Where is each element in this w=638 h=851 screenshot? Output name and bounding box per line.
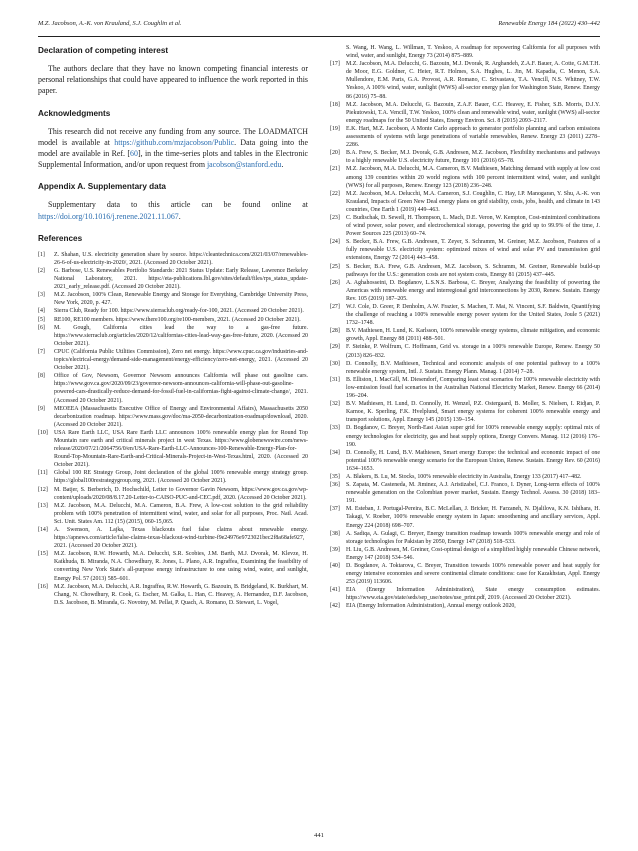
header-journal: Renewable Energy 184 (2022) 430–442 [498, 20, 600, 27]
reference-item [330, 44, 600, 60]
reference-number: [2] [38, 268, 45, 275]
appendix-text-1: Supplementary data to this article can be found online at [48, 200, 308, 210]
running-header [38, 20, 600, 27]
reference-number: [14] [38, 527, 48, 534]
reference-text: S. Wang, H. Wang, L. Willman, T. Yeskoo, A roadmap for repowering California for all purposes with wind, water, and sunlight, Energy 73 (2014) 875–889. [346, 45, 600, 60]
reference-text: E.K. Hart, M.Z. Jacobson, A Monte Carlo approach to generator portfolio planning and carbon emissions assessments of systems with large penetrations of variable renewables, Renew. Energy 23 (2011) 2278–2286. [346, 125, 600, 149]
reference-item [38, 251, 308, 267]
reference-text: H. Liu, G.B. Andresen, M. Greiner, Cost-optimal design of a simplified highly renewable Chinese network, Energy 147 (2018) 534–546. [346, 546, 600, 561]
reference-item [330, 343, 600, 359]
reference-number: [33] [330, 425, 340, 432]
reference-number: [23] [330, 214, 340, 221]
competing-interest-text: The authors declare that they have no known competing financial interests or personal relationships that could have appeared to influence the work reported in this paper. [38, 64, 308, 96]
reference-number: [19] [330, 125, 340, 132]
reference-number: [17] [330, 61, 340, 68]
reference-item [38, 324, 308, 348]
reference-number: [18] [330, 101, 340, 108]
reference-number: [37] [330, 506, 340, 513]
reference-text: D. Connolly, B.V. Mathiesen, Technical and economic analysis of one potential pathway to a 100% renewable energy system, Intl. J. Sustain. Energy Plann. Manag. 1 (2014) 7–28. [346, 360, 600, 375]
doi-link[interactable]: https://doi.org/10.1016/j.renene.2021.11.067 [38, 211, 179, 221]
reference-text: D. Bogdanov, A. Toktarova, C. Breyer, Transition towards 100% renewable power and heat supply for energy intensive economies and severe continental climate conditions: case for Kazakhstan, Appl. Energy 253 (2019) 113606. [346, 563, 600, 586]
header-authors: M.Z. Jacobson, A.-K. von Krauland, S.J. Coughlin et al. [38, 20, 182, 27]
reference-item [38, 405, 308, 429]
references-list-right [330, 44, 600, 611]
reference-number: [39] [330, 546, 340, 553]
reference-item [330, 214, 600, 238]
reference-item [330, 101, 600, 125]
reference-text: M.Z. Jacobson, M.A. Delucchi, M.A. Cameron, B.V. Mathiesen, Matching demand with supply at low cost among 139 countries within 20 world regions with 100 percent intermittent wind, water, and sunlight (WWS) for all purposes, Renew. Energy 123 (2018) 236–248. [346, 166, 600, 189]
reference-item [330, 586, 600, 602]
reference-item [38, 291, 308, 307]
left-column [38, 46, 308, 607]
reference-item [330, 505, 600, 529]
reference-item [38, 469, 308, 485]
reference-number [330, 44, 346, 60]
reference-number: [29] [330, 344, 340, 351]
reference-item [38, 307, 308, 315]
acknowledgments-heading: Acknowledgments [38, 108, 111, 118]
references-heading: References [38, 233, 83, 243]
reference-text: B.V. Mathiesen, H. Lund, K. Karlsson, 100% renewable energy systems, climate mitigation, and economic growth, Appl. Energy 88 (2011) 488–501. [346, 328, 600, 343]
reference-number: [34] [330, 449, 340, 456]
appendix-text [38, 199, 308, 221]
reference-item [38, 429, 308, 469]
reference-item [38, 583, 308, 607]
reference-text: B. Elliston, I. MacGill, M. Diesendorf, Comparing least cost scenarios for 100% renewable electricity with low-emission fossil fuel scenarios in the Australian National Electricity Market, Renew. Energy 66 (2014) 196–204. [346, 376, 600, 400]
email-link[interactable]: jacobson@stanford.edu [206, 160, 282, 170]
reference-number: [31] [330, 376, 340, 383]
reference-item [330, 238, 600, 262]
reference-item [330, 473, 600, 481]
reference-number: [35] [330, 473, 340, 480]
reference-item [330, 279, 600, 303]
reference-item [330, 400, 600, 424]
reference-item [330, 424, 600, 448]
reference-text: S. Becker, B.A. Frew, G.B. Andresen, M.Z. Jacobson, S. Schramm, M. Greiner, Renewable build-up pathways for the U.S.: generation costs are not system costs, Energy 81 (2015) 437–445. [346, 263, 600, 278]
reference-item [38, 550, 308, 582]
reference-item [330, 263, 600, 279]
reference-text: MEOEEA (Massachusetts Executive Office of Energy and Environmental Affairs), Massachusetts 2050 decarbonization roadmap. https://www.mass.gov/doc/ma-2050-decarbonization-roadmap/download, 2020. (Accessed 20 October 2021). [54, 405, 308, 428]
reference-item [330, 60, 600, 100]
reference-text: M.Z. Jacobson, 100% Clean, Renewable Energy and Storage for Everything, Cambridge University Press, New York, 2020, p. 427. [54, 292, 308, 307]
reference-item [38, 348, 308, 372]
competing-interest-heading: Declaration of competing interest [38, 46, 169, 55]
reference-item [330, 360, 600, 376]
reference-text: M.Z. Jacobson, R.W. Howarth, M.A. Delucchi, S.R. Scobies, J.M. Barth, M.J. Dvorak, M. Klevze, H. Katkhuda, B. Miranda, N.A. Chowdhury, R. Jones, L. Plano, A.R. Ingraffea, Examining the feasibility of converting New York State's all-purpose energy infrastructure to one using wind, water, and sunlight, Energy Pol. 57 (2013) 585–601. [54, 551, 308, 582]
reference-text: M.Z. Jacobson, M.A. Delucchi, G. Bazouin, M.J. Dvorak, R. Arghandeh, Z.A.F. Bauer, A. Cotte, G.M.T.H. de Moor, E.G. Goldner, C. Heier, R.T. Holmes, S.A. Hughes, L. Jin, M. Kapadia, C. Menon, S.A. Mullendore, E.M. Paris, G.A. Provost, A.R. Romano, C. Srivastava, T.A. Vencill, N.S. Whitney, T.W. Yeskoo, A 100% wind, water, sunlight (WWS) all-sector energy plan for Washington State, Renew. Energy 86 (2016) 75–88. [346, 61, 600, 100]
reference-text: W.J. Cole, D. Greer, P. Denholm, A.W. Frazier, S. Machen, T. Mai, N. Vincent, S.F. Baldwin, Quantifying the challenge of reaching a 100% renewable energy power system for the United States, Joule 5 (2021) 1732–1748. [346, 304, 600, 327]
reference-text: M.Z. Jacobson, M.A. Delucchi, G. Bazouin, Z.A.F. Bauer, C.C. Heavey, E. Fisher, S.B. Morris, D.J.Y. Piekutowski, T.A. Vencill, T.W. Yeskoo, 100% clean and renewable wind, water, sunlight (WWS) all-sector energy roadmaps for the 50 United States, Energy Environ. Sci. 8 (2015) 2093–2117. [346, 101, 600, 124]
reference-number: [41] [330, 587, 340, 594]
reference-text: A. Swenson, A. Lajka, Texas blackouts fuel false claims about renewable energy. https://apnews.com/article/false-claims-texas-blackout-wind-turbine-f9e24976e9723021bec2f8a68afe927, 2021. (Accessed 20 October 2021). [54, 527, 308, 550]
reference-text: M. Batjer, S. Berberich, D. Hochschild, Letter to Governor Gavin Newsom, https://www.gov.ca.gov/wp-content/uploads/2020/08/8.17.20-Letter-to-CAISO-PUC-and-CEC.pdf, 2020. (Accessed 20 October 2021). [54, 486, 308, 501]
reference-number: [36] [330, 482, 340, 489]
reference-number: [30] [330, 360, 340, 367]
reference-text: F. Steinke, P. Wolfrum, C. Hoffmann, Grid vs. storage in a 100% renewable Europe, Renew. Energy 50 (2013) 826–832. [346, 344, 600, 359]
reference-text: B.V. Mathiesen, H. Lund, D. Connolly, H. Wenzel, P.Z. Ostergaard, B. Moller, S. Nielsen, I. Ridjan, P. Karnoe, K. Sperling, F.K. Hvelplund, Smart energy systems for coherent 100% renewable energy and transport solutions, Appl. Energy 145 (2015) 139–154. [346, 401, 600, 424]
reference-item [330, 602, 600, 610]
reference-text: Z. Shahan, U.S. electricity generation share by source. https://cleantechnica.com/2021/03/07/renewables-26-6-of-us-electricity-in-2020/, 2021. (Accessed 20 October 2021). [54, 251, 308, 266]
reference-item [330, 149, 600, 165]
reference-number: [9] [38, 405, 45, 412]
right-column [330, 44, 600, 611]
reference-item [330, 165, 600, 189]
appendix-heading: Appendix A. Supplementary data [38, 182, 166, 192]
reference-text: Office of Gov, Newsom, Governor Newsom announces California will phase out gasoline cars. https://www.gov.ca.gov/2020/09/23/governor-newsom-announces-california-will-phase-out-gasoline-powered-cars-drastically-reduce-demand-for-fossil-fuel-in-californias-fight-against-climate-change/, 2021. (Accessed 20 October 2021). [54, 373, 308, 404]
reference-number: [15] [38, 551, 48, 558]
reference-number: [26] [330, 279, 340, 286]
reference-number: [42] [330, 603, 340, 610]
reference-number: [32] [330, 401, 340, 408]
reference-text: D. Connolly, H. Lund, B.V. Mathiesen, Smart energy Europe: the technical and economic impact of one potential 100% renewable energy scenario for the European Union, Renew. Sustain. Energy Rev. 60 (2016) 1634–1653. [346, 449, 600, 472]
reference-number: [12] [38, 486, 48, 493]
ack-text-3: ], in the time-series plots and tables in the Electronic Supplemental Information, and/or upon request from [38, 149, 309, 170]
reference-item [330, 376, 600, 400]
reference-item [38, 526, 308, 550]
ack-text-2: . Data going into the model are available in Ref. [ [38, 137, 308, 159]
reference-item [330, 327, 600, 343]
reference-number: [27] [330, 304, 340, 310]
reference-number: [21] [330, 166, 340, 173]
github-link[interactable]: https://github.com/mzjacobson/Public [114, 137, 235, 147]
reference-number: [8] [38, 373, 45, 380]
appendix-text-2: . [178, 211, 181, 221]
reference-text: A. Blakers, B. Lu, M. Stocks, 100% renewable electricity in Australia, Energy 133 (2017) 417–482. [346, 473, 582, 480]
reference-item [38, 267, 308, 291]
reference-item [330, 481, 600, 505]
reference-number: [25] [330, 263, 340, 270]
reference-number: [38] [330, 530, 340, 537]
reference-text: USA Rare Earth LLC, USA Rare Earth LLC announces 100% renewable energy plan for Round Top Mountain rare earth and critical minerals project in west Texas. https://www.globenewswire.com/news-release/2020/07/21/2064756/0/en/USA-Rare-Earth-LLC-Announces-100-Renewable-Energy-Plan-for-Round-Top-Mountain-Rare-Earth-and-Critical-Minerals-Project-in-West-Texas.html, 2020. (Accessed 20 October 2021). [54, 429, 308, 469]
reference-number: [28] [330, 328, 340, 335]
reference-text: M. Gough, California cities lead the way to a gas-free future. https://www.sierraclub.org/articles/2020/12/californias-cities-lead-way-gas-free-future, 2020. (Accessed 20 October 2021). [54, 324, 308, 347]
reference-text: M.Z. Jacobson, M.A. Delucchi, M.A. Cameron, B.A. Frew, A low-cost solution to the grid reliability problem with 100% penetration of intermittent wind, water, and solar for all purposes, Proc. Natl. Acad. Sci. Unit. States Am. 112 (15) (2015), 060-15,065. [54, 502, 308, 525]
reference-text: D. Bogdanov, C. Breyer, North-East Asian super grid for 100% renewable energy supply: optimal mix of energy technologies for electricity, gas and heat supply options, Energy Convers. Manag. 112 (2016) 176–190. [346, 425, 600, 448]
reference-text: CPUC (California Public Utilities Commission), Zero net energy. https://www.cpuc.ca.gov/industries-and-topics/electrical-energy/demand-side-management/energy-efficiency/zero-net-energy, 2021. (Accessed 20 October 2021). [54, 348, 308, 372]
reference-number: [20] [330, 150, 340, 157]
reference-item [38, 372, 308, 404]
reference-item [330, 125, 600, 149]
reference-number: [24] [330, 239, 340, 246]
reference-number: [7] [38, 348, 45, 355]
reference-text: M.Z. Jacobson, M.A. Delucchi, A.R. Ingraffea, R.W. Howarth, G. Bazouin, B. Bridgeland, K. Burkhart, M. Chang, N. Chowdhury, R. Cook, G. Escher, M. Galka, L. Han, C. Heavey, A. Hernandez, D.F. Jacobson, D.S. Jacobson, B. Miranda, G. Novotny, M. Pellat, P. Quach, A. Romano, D. Stewart, L. Vogel, [54, 583, 308, 606]
reference-number: [1] [38, 251, 45, 258]
reference-text: EIA (Energy Information Administration), Annual energy outlook 2020, [346, 603, 516, 610]
reference-number: [5] [38, 316, 45, 323]
reference-item [38, 502, 308, 526]
reference-text: EIA (Energy Information Administration), State energy consumption estimates. https://www.eia.gov/state/seds/sep_use/notes/use_print.pdf, 2019. (Accessed 20 October 2021). [346, 587, 600, 602]
reference-number: [16] [38, 583, 48, 590]
reference-number: [6] [38, 324, 45, 331]
ack-text-4: . [281, 160, 284, 170]
reference-text: S. Becker, B.A. Frew, G.B. Andresen, T. Zeyer, S. Schramm, M. Greiner, M.Z. Jacobson, Features of a fully renewable U.S. electricity system: optimized mixes of wind and solar PV and transmission grid extensions, Energy 72 (2014) 443–458. [346, 239, 600, 262]
reference-number: [3] [38, 292, 45, 299]
reference-number: [11] [38, 470, 48, 477]
reference-number: [40] [330, 563, 340, 569]
ref-60-link[interactable]: 60 [130, 149, 138, 159]
reference-item [38, 486, 308, 502]
references-list-left [38, 251, 308, 607]
reference-text: Global 100 RE Strategy Group, Joint declaration of the global 100% renewable energy strategy group. https://global100restrategygroup.org, 2021. (Accessed 20 October 2021). [54, 470, 308, 485]
reference-item [330, 303, 600, 327]
page-number: 441 [314, 832, 324, 839]
reference-text: RE100, RE100 members. https://www.there100.org/re100-members, 2021. (Accessed 20 October 2021). [54, 316, 301, 323]
reference-number: [13] [38, 502, 48, 509]
reference-number: [4] [38, 308, 45, 315]
reference-item [38, 316, 308, 324]
header-rule [38, 36, 600, 37]
acknowledgments-text [38, 126, 308, 171]
reference-number: [10] [38, 429, 48, 436]
reference-text: A. Sadiqa, A. Gulagi, C. Breyer, Energy transition roadmap towards 100% renewable energy and role of storage technologies for Pakistan by 2050, Energy 147 (2018) 518–533. [346, 530, 600, 545]
reference-text: Sierra Club, Ready for 100. https://www.sierraclub.org/ready-for-100, 2021. (Accessed 20 October 2021). [54, 308, 304, 315]
reference-number: [22] [330, 190, 340, 197]
reference-item [330, 562, 600, 586]
reference-item [330, 190, 600, 214]
reference-text: A. Aghahosseini, D. Bogdanov, L.S.N.S. Barbosa, C. Breyer, Analyzing the feasibility of powering the Americas with renewable energy and interregional grid interconnections by 2030, Renew. Sustain. Energy Rev. 105 (2019) 187–205. [346, 279, 600, 302]
reference-text: C. Budischak, D. Sewell, H. Thompson, L. Mach, D.E. Veron, W. Kempton, Cost-minimized combinations of wind power, solar power, and electrochemical storage, powering the grid up to 99.9% of the time, J. Power Sources 225 (2013) 60–74. [346, 214, 600, 238]
reference-text: G. Barbose, U.S. Renewables Portfolio Standards: 2021 Status Update: Early Release, Lawrence Berkeley National Laboratory, 2021. https://eta-publications.lbl.gov/sites/default/files/rps_status_update-2021_early_release.pdf. (Accessed 20 October 2021). [54, 268, 308, 291]
reference-text: M.Z. Jacobson, M.A. Delucchi, M.A. Cameron, S.J. Coughlin, C. Hay, I.P. Manogaran, Y. Shu, A.-K. von Krauland, Impacts of Green New Deal energy plans on grid stability, costs, jobs, health, and climate in 143 countries, One Earth 1 (2019) 449–463. [346, 190, 600, 213]
reference-text: B.A. Frew, S. Becker, M.J. Dvorak, G.B. Andresen, M.Z. Jacobson, Flexibility mechanisms and pathways to a highly renewable U.S. electricity future, Energy 101 (2016) 65–78. [346, 150, 600, 165]
reference-item [330, 449, 600, 473]
ack-text-1: This research did not receive any funding from any source. The LOADMATCH model is available at [38, 126, 308, 147]
reference-text: S. Zapata, M. Casteneda, M. Jiminez, A.J. Aristizabel, C.J. Franco, I. Dyner, Long-term effects of 100% renewable generation on the Colombian power market, Sustain. Energy Technol. Assess. 30 (2018) 183–191. [346, 482, 600, 505]
reference-text: M. Esteban, J. Portugal-Pereira, B.C. McLellan, J. Bricker, H. Farzaneh, N. Djalilova, K.N. Ishihara, H. Takagi, V. Roeber, 100% renewable energy system in Japan: smoothening and ancillary services, Appl. Energy 224 (2018) 698–707. [346, 506, 600, 529]
reference-item [330, 530, 600, 546]
reference-item [330, 546, 600, 562]
